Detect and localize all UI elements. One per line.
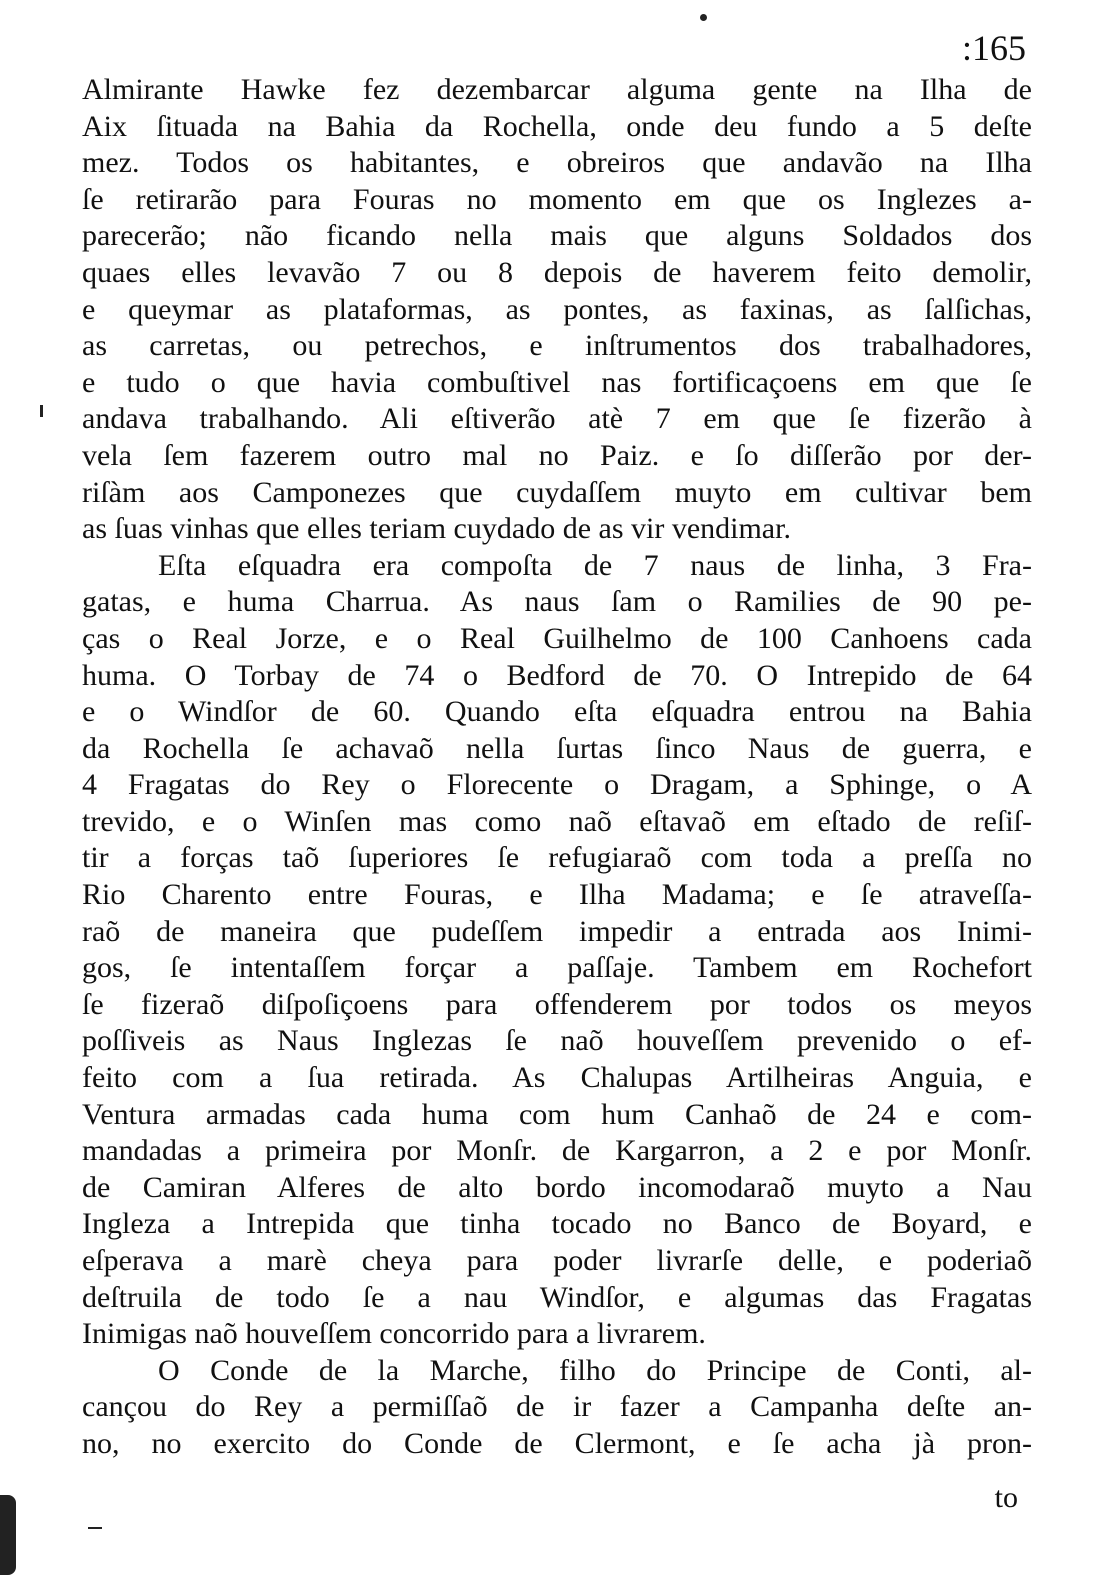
text-line: mandadas a primeira por Monſr. de Kargarron, a 2 e por Monſr.: [82, 1134, 1032, 1168]
text-line: gos, ſe intentaſſem forçar a paſſaje. Tambem em Rochefort: [82, 951, 1032, 985]
text-line: Ingleza a Intrepida que tinha tocado no Banco de Boyard, e: [82, 1207, 1032, 1241]
text-line: mez. Todos os habitantes, e obreiros que andavão na Ilha: [82, 146, 1032, 180]
text-line: trevido, e o Winſen mas como naõ eſtavaõ em eſtado de reſiſ-: [82, 804, 1032, 838]
text-line: raõ de maneira que pudeſſem impedir a entrada aos Inimi-: [82, 914, 1032, 948]
text-line: parecerão; não ficando nella mais que alguns Soldados dos: [82, 219, 1032, 253]
text-line: huma. O Torbay de 74 o Bedford de 70. O Intrepido de 64: [82, 658, 1032, 692]
text-line: ſe fizeraõ diſpoſiçoens para offenderem por todos os meyos: [82, 987, 1032, 1021]
text-line: tir a forças taõ ſuperiores ſe refugiaraõ com toda a preſſa no: [82, 841, 1032, 875]
page-edge-shadow: [0, 1495, 16, 1575]
text-line: as carretas, ou petrechos, e inſtrumentos dos trabalhadores,: [82, 329, 1032, 363]
text-line: O Conde de la Marche, filho do Principe de Conti, al-: [158, 1353, 1032, 1387]
text-line: e o Windſor de 60. Quando eſta eſquadra entrou na Bahia: [82, 695, 1032, 729]
text-line: da Rochella ſe achavaõ nella ſurtas ſinco Naus de guerra, e: [82, 731, 1032, 765]
text-line: Eſta eſquadra era compoſta de 7 naus de linha, 3 Fra-: [158, 548, 1032, 582]
text-line: gatas, e huma Charrua. As naus ſam o Ramilies de 90 pe-: [82, 585, 1032, 619]
body-text: [82, 72, 1032, 1463]
ink-dot: [700, 14, 707, 21]
text-line: vela ſem fazerem outro mal no Paiz. e ſo diſſerão por der-: [82, 438, 1032, 472]
text-line: 4 Fragatas do Rey o Florecente o Dragam, a Sphinge, o A: [82, 768, 1032, 802]
text-line: andava trabalhando. Ali eſtiverão atè 7 em que ſe fizerão à: [82, 402, 1032, 436]
text-line: as ſuas vinhas que elles teriam cuydado de as vir vendimar.: [82, 512, 791, 546]
ink-dash: [88, 1527, 102, 1529]
catchword: to: [994, 1481, 1018, 1514]
text-line: quaes elles levavão 7 ou 8 depois de haverem feito demolir,: [82, 255, 1032, 289]
text-line: cançou do Rey a permiſſaõ de ir fazer a Campanha deſte an-: [82, 1390, 1032, 1424]
text-line: no, no exercito do Conde de Clermont, e ſe acha jà pron-: [82, 1426, 1032, 1460]
text-line: Aix ſituada na Bahia da Rochella, onde deu fundo a 5 deſte: [82, 109, 1032, 143]
text-line: Rio Charento entre Fouras, e Ilha Madama; e ſe atraveſſa-: [82, 878, 1032, 912]
text-line: deſtruila de todo ſe a nau Windſor, e algumas das Fragatas: [82, 1280, 1032, 1314]
text-line: de Camiran Alferes de alto bordo incomodaraõ muyto a Nau: [82, 1170, 1032, 1204]
page-number: :165: [961, 28, 1026, 68]
text-line: riſàm aos Camponezes que cuydaſſem muyto em cultivar bem: [82, 475, 1032, 509]
text-line: ças o Real Jorze, e o Real Guilhelmo de 100 Canhoens cada: [82, 621, 1032, 655]
ink-mark: [40, 405, 43, 417]
text-line: e queymar as plataformas, as pontes, as faxinas, as ſalſichas,: [82, 292, 1032, 326]
text-line: eſperava a marè cheya para poder livrarſe delle, e poderiaõ: [82, 1244, 1032, 1277]
text-line: e tudo o que havia combuſtivel nas fortificaçoens em que ſe: [82, 365, 1032, 399]
text-line: feito com a ſua retirada. As Chalupas Artilheiras Anguia, e: [82, 1061, 1032, 1095]
text-line: Ventura armadas cada huma com hum Canhaõ de 24 e com-: [82, 1097, 1032, 1131]
text-line: poſſiveis as Naus Inglezas ſe naõ houveſſem prevenido o ef-: [82, 1024, 1032, 1058]
text-line: Inimigas naõ houveſſem concorrido para a livrarem.: [82, 1317, 706, 1351]
text-line: ſe retirarão para Fouras no momento em que os Inglezes a-: [82, 182, 1032, 216]
text-line: Almirante Hawke fez dezembarcar alguma gente na Ilha de: [82, 73, 1032, 106]
